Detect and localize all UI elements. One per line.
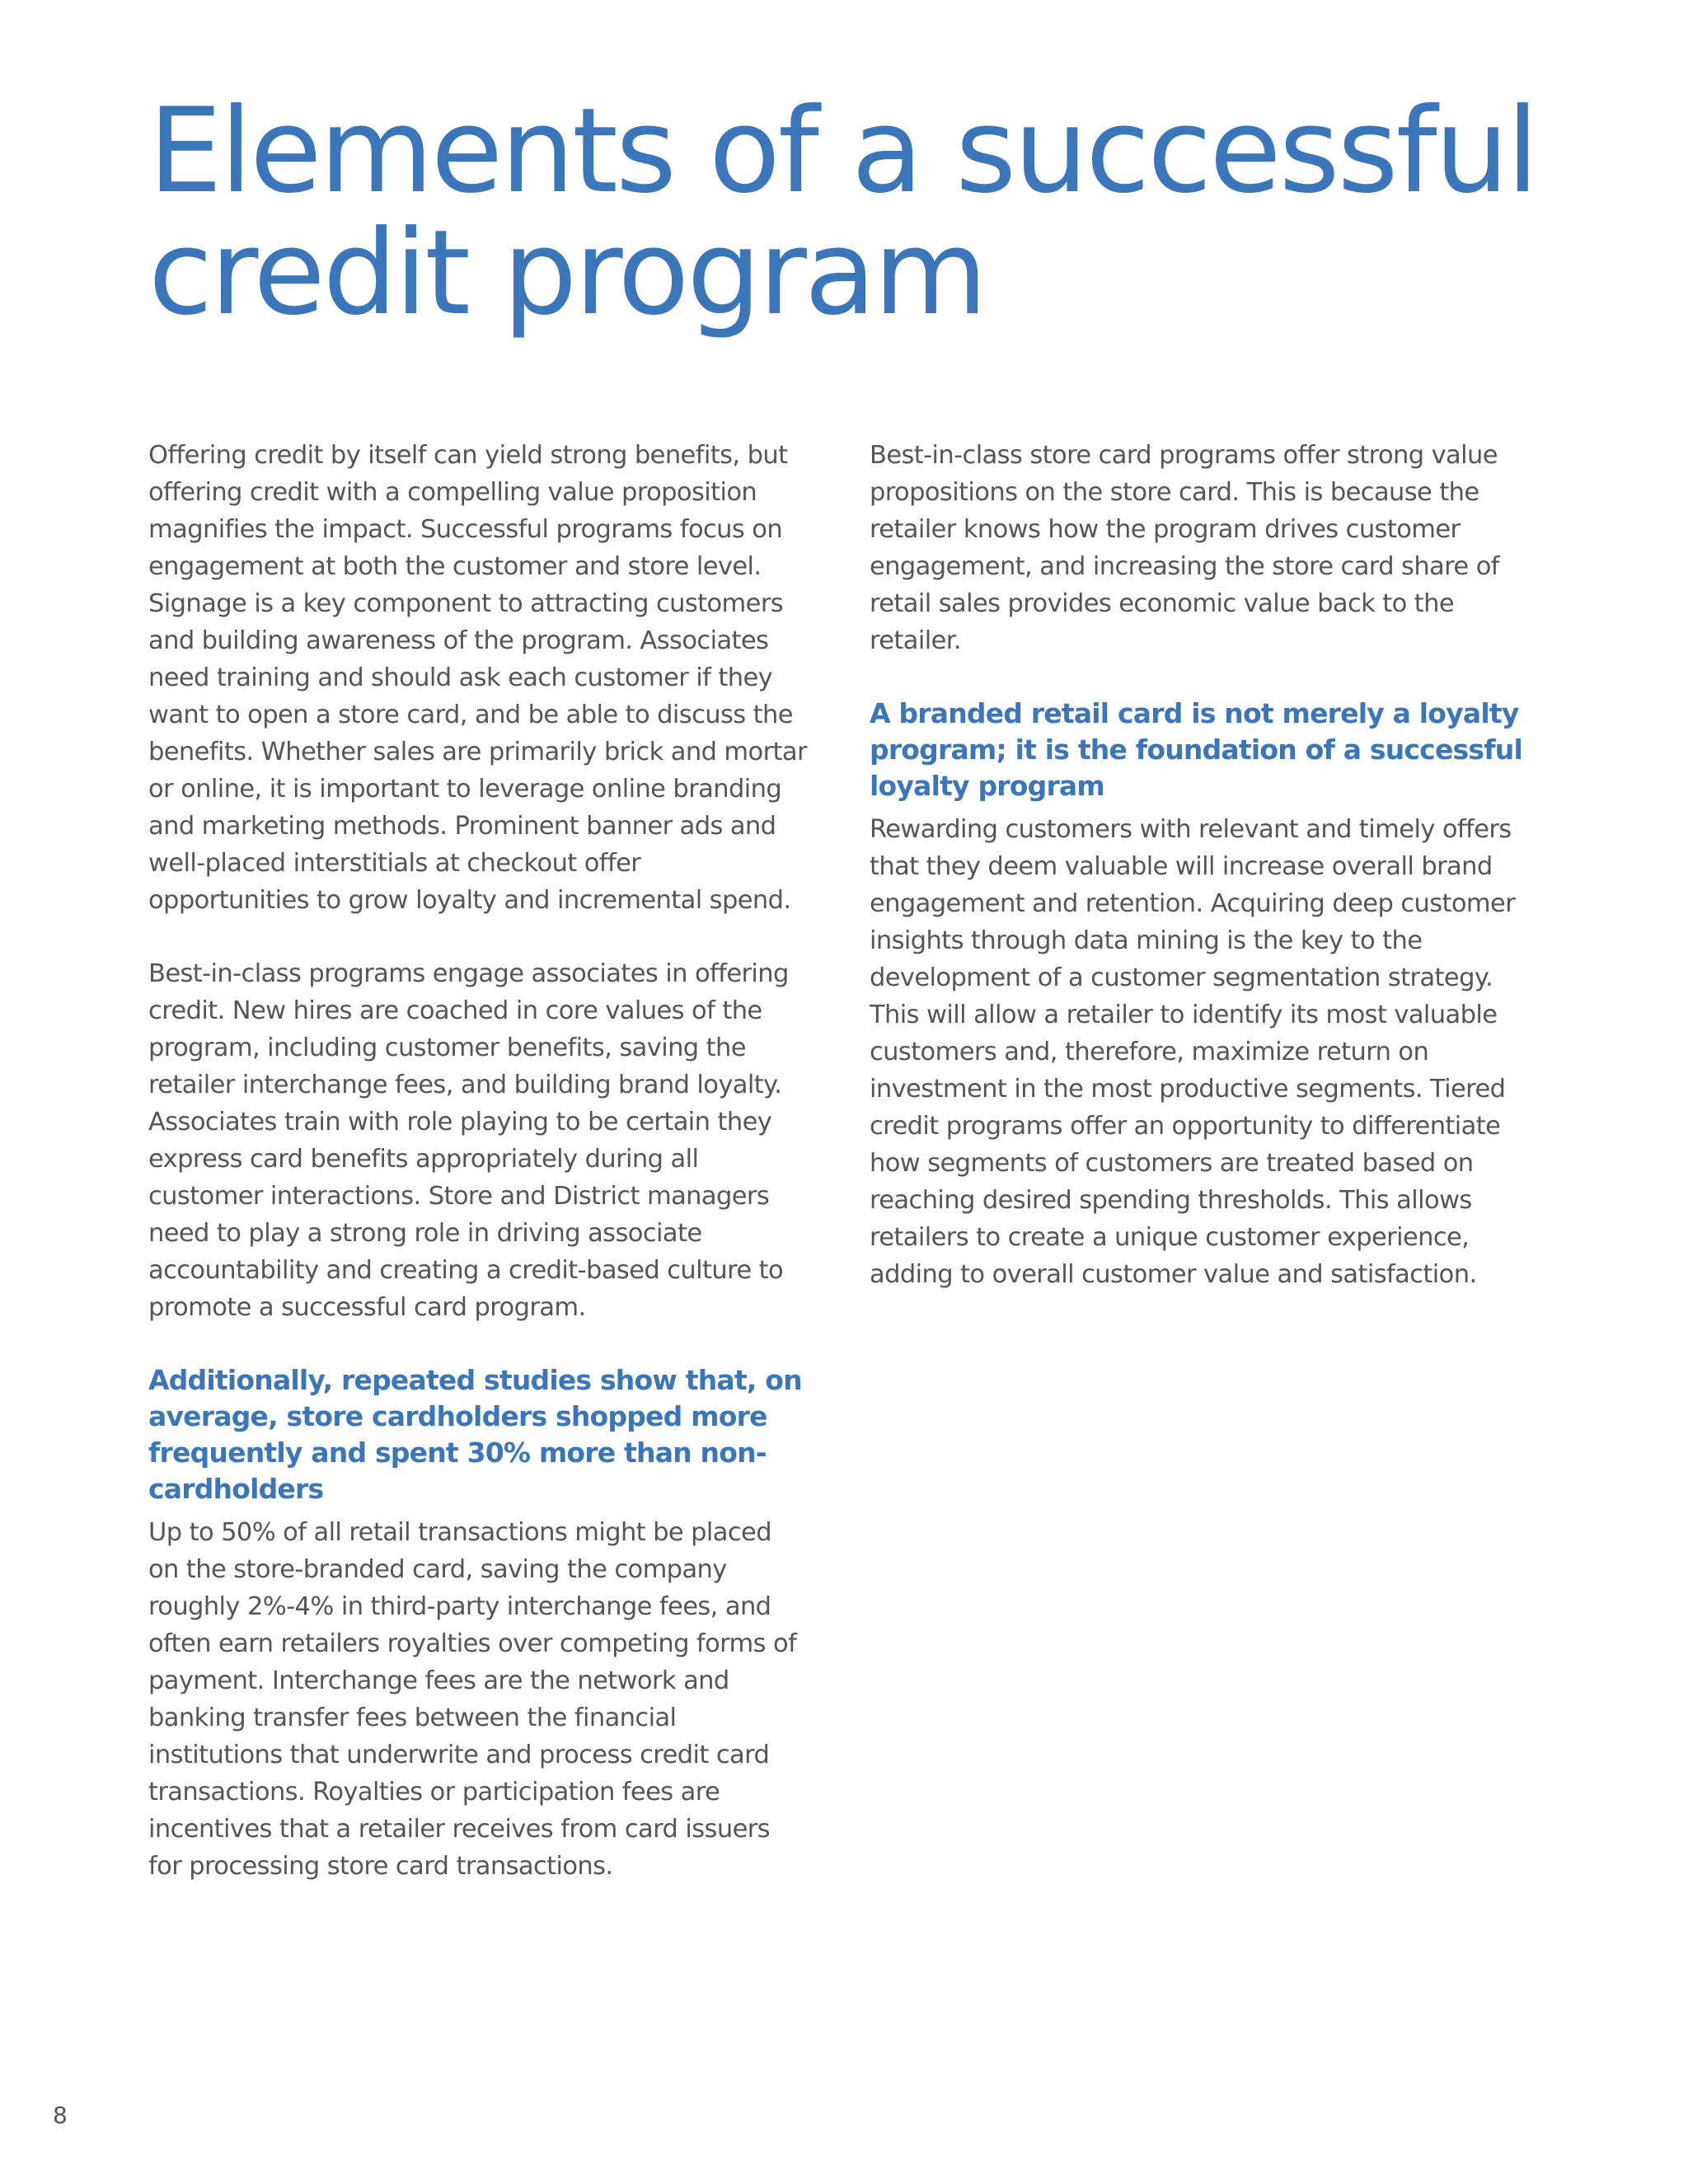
left-column bbox=[148, 437, 808, 1921]
left-subheading: Additionally, repeated studies show that, on average, store cardholders shopped more frequently and spent 30% more than non-cardholders bbox=[148, 1364, 802, 1505]
right-paragraph-1: Best-in-class store card programs offer strong value propositions on the store card. This is because the retailer knows how the program drives customer engagement, and increasing the store card share of retail sales provides economic value back to the retailer. bbox=[870, 441, 1499, 655]
page-title-line-1: Elements of a successful bbox=[148, 83, 1537, 219]
left-paragraph-2: Best-in-class programs engage associates in offering credit. New hires are coached in core values of the program, including customer benefits, saving the retailer interchange fees, and building brand loyalty. Associates train with role playing to be certain they express card benefits appropriately during all customer interactions. Store and District managers need to play a strong role in driving associate accountability and creating a credit-based culture to promote a successful card program. bbox=[148, 959, 789, 1322]
page-number: 8 bbox=[53, 2102, 68, 2129]
page-title bbox=[148, 83, 1550, 341]
page-title-line-2: credit program bbox=[148, 205, 986, 341]
right-paragraph-2: Rewarding customers with relevant and timely offers that they deem valuable will increase overall brand engagement and retention. Acquiring deep customer insights through data mining is the key to the development of a customer segmentation strategy. This will allow a retailer to identify its most valuable customers and, therefore, maximize return on investment in the most productive segments. Tiered credit programs offer an opportunity to differentiate how segments of customers are treated based on reaching desired spending thresholds. This allows retailers to create a unique customer experience, adding to overall customer value and satisfaction. bbox=[870, 815, 1516, 1289]
right-column bbox=[870, 437, 1545, 1329]
right-subheading: A branded retail card is not merely a loyalty program; it is the foundation of a successful loyalty program bbox=[870, 697, 1522, 802]
left-paragraph-1: Offering credit by itself can yield strong benefits, but offering credit with a compelling value proposition magnifies the impact. Successful programs focus on engagement at both the customer and store level. Signage is a key component to attracting customers and building awareness of the program. Associates need training and should ask each customer if they want to open a store card, and be able to discuss the benefits. Whether sales are primarily brick and mortar or online, it is important to leverage online branding and marketing methods. Prominent banner ads and well-placed interstitials at checkout offer opportunities to grow loyalty and incremental spend. bbox=[148, 441, 807, 915]
left-paragraph-3: Up to 50% of all retail transactions might be placed on the store-branded card, saving the company roughly 2%-4% in third-party interchange fees, and often earn retailers royalties over competing forms of payment. Interchange fees are the network and banking transfer fees between the financial institutions that underwrite and process credit card transactions. Royalties or participation fees are incentives that a retailer receives from card issuers for processing store card transactions. bbox=[148, 1518, 797, 1881]
